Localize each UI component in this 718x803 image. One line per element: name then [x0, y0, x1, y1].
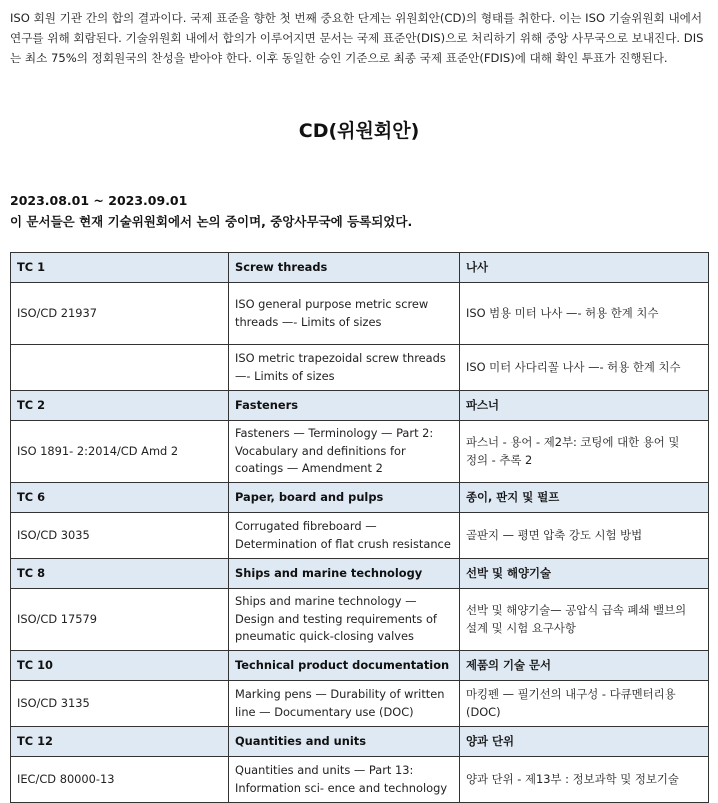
- document-number: IEC/CD 80000-13: [11, 757, 229, 803]
- document-title-ko: ISO 미터 사다리꼴 나사 —- 허용 한계 치수: [460, 345, 709, 391]
- committee-header-row: [11, 559, 709, 589]
- document-title-ko: ISO 범용 미터 나사 —- 허용 한계 치수: [460, 283, 709, 345]
- document-title-ko: 골판지 — 평면 압축 강도 시험 방법: [460, 513, 709, 559]
- committee-number: TC 12: [11, 727, 229, 757]
- standards-table-body: [11, 253, 709, 803]
- committee-header-row: [11, 391, 709, 421]
- document-title-en: Fasteners — Terminology — Part 2: Vocabulary and definitions for coatings — Amendment 2: [229, 421, 460, 483]
- committee-title-ko: 선박 및 해양기술: [460, 559, 709, 589]
- section-title: CD(위원회안): [298, 120, 420, 142]
- committee-header-row: [11, 483, 709, 513]
- committee-number: TC 2: [11, 391, 229, 421]
- document-title-en: Marking pens — Durability of written line — Documentary use (DOC): [229, 681, 460, 727]
- committee-title-en: Fasteners: [229, 391, 460, 421]
- date-range: 2023.08.01 ~ 2023.09.01: [10, 193, 188, 208]
- committee-title-ko: 종이, 판지 및 펄프: [460, 483, 709, 513]
- document-title-ko: 선박 및 해양기술— 공압식 급속 폐쇄 밸브의 설계 및 시험 요구사항: [460, 589, 709, 651]
- committee-title-ko: 나사: [460, 253, 709, 283]
- committee-title-ko: 제품의 기술 문서: [460, 651, 709, 681]
- table-row: [11, 421, 709, 483]
- committee-title-ko: 파스너: [460, 391, 709, 421]
- table-row: [11, 589, 709, 651]
- committee-title-ko: 양과 단위: [460, 727, 709, 757]
- document-title-ko: 마킹펜 — 필기선의 내구성 - 다큐멘터리용(DOC): [460, 681, 709, 727]
- committee-number: TC 8: [11, 559, 229, 589]
- table-row: [11, 283, 709, 345]
- document-title-ko: 양과 단위 - 제13부 : 정보과학 및 정보기술: [460, 757, 709, 803]
- document-title-en: Ships and marine technology — Design and testing requirements of pneumatic quick-closing valves: [229, 589, 460, 651]
- committee-title-en: Technical product documentation: [229, 651, 460, 681]
- committee-title-en: Paper, board and pulps: [229, 483, 460, 513]
- document-title-ko: 파스너 - 용어 - 제2부: 코팅에 대한 용어 및 정의 - 추록 2: [460, 421, 709, 483]
- intro-paragraph: ISO 회원 기관 간의 합의 결과이다. 국제 표준을 향한 첫 번째 중요한 단계는 위원회안(CD)의 형태를 취한다. 이는 ISO 기술위원회 내에서 연구를 위해 회람된다. 기술위원회 내에서 합의가 이루어지면 문서는 국제 표준안(DIS)으로 처리하기 위해 중앙 사무국으로 보내진다. DIS는 최소 75%의 정회원국의 찬성을 받아야 한다. 이후 동일한 승인 기준으로 최종 국제 표준안(FDIS)에 대해 확인 투표가 진행된다.: [10, 11, 704, 65]
- committee-title-en: Ships and marine technology: [229, 559, 460, 589]
- document-title-en: ISO general purpose metric screw threads —- Limits of sizes: [229, 283, 460, 345]
- table-row: [11, 345, 709, 391]
- committee-header-row: [11, 253, 709, 283]
- committee-header-row: [11, 727, 709, 757]
- standards-table: [10, 252, 709, 803]
- table-row: [11, 513, 709, 559]
- committee-header-row: [11, 651, 709, 681]
- document-number: ISO/CD 21937: [11, 283, 229, 345]
- committee-number: TC 1: [11, 253, 229, 283]
- committee-number: TC 10: [11, 651, 229, 681]
- document-title-en: Corrugated fibreboard — Determination of flat crush resistance: [229, 513, 460, 559]
- document-number: ISO/CD 17579: [11, 589, 229, 651]
- document-number: ISO/CD 3135: [11, 681, 229, 727]
- document-title-en: ISO metric trapezoidal screw threads —- Limits of sizes: [229, 345, 460, 391]
- table-row: [11, 681, 709, 727]
- committee-number: TC 6: [11, 483, 229, 513]
- committee-title-en: Quantities and units: [229, 727, 460, 757]
- document-number: ISO/CD 3035: [11, 513, 229, 559]
- document-number: [11, 345, 229, 391]
- document-number: ISO 1891- 2:2014/CD Amd 2: [11, 421, 229, 483]
- committee-title-en: Screw threads: [229, 253, 460, 283]
- table-row: [11, 757, 709, 803]
- document-title-en: Quantities and units — Part 13: Information sci- ence and technology: [229, 757, 460, 803]
- section-description: 이 문서들은 현재 기술위원회에서 논의 중이며, 중앙사무국에 등록되었다.: [10, 214, 413, 229]
